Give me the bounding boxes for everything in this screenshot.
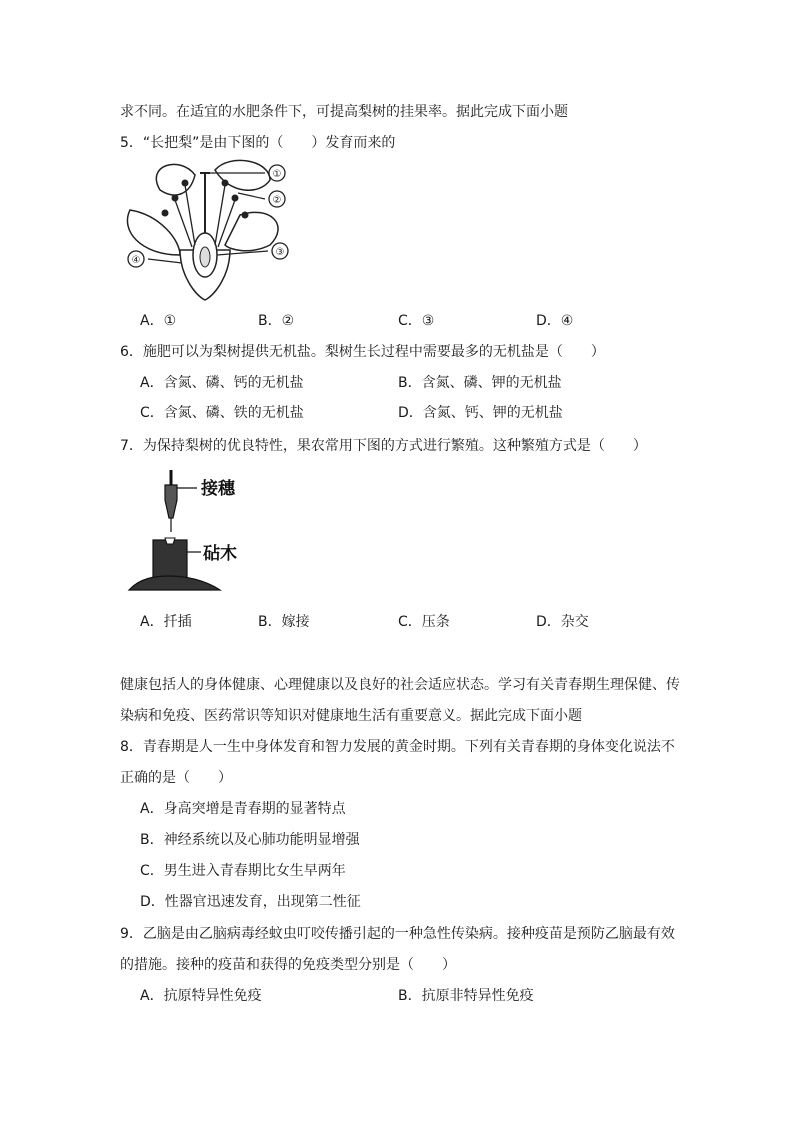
q8-option-d[interactable]: D．性器官迅速发育，出现第二性征 [140,894,361,910]
grafting-diagram [125,470,255,600]
intro-paragraph-top: 求不同。在适宜的水肥条件下，可提高梨树的挂果率。据此完成下面小题 [120,104,568,120]
intro-paragraph-health-line-2: 染病和免疫、医药常识等知识对健康地生活有重要意义。据此完成下面小题 [120,708,582,724]
q8-option-c[interactable]: C．男生进入青春期比女生早两年 [140,863,346,879]
q6-option-c[interactable]: C．含氮、磷、铁的无机盐 [140,405,304,421]
question-8-stem-line-2: 正确的是（ ） [120,770,232,786]
q5-option-d[interactable]: D．④ [536,313,574,329]
q6-option-d[interactable]: D．含氮、钙、钾的无机盐 [398,405,563,421]
rootstock-label: 砧木 [203,544,237,564]
question-7-stem: 7．为保持梨树的优良特性，果农常用下图的方式进行繁殖。这种繁殖方式是（ ） [120,438,647,454]
q9-option-b[interactable]: B．抗原非特异性免疫 [398,988,534,1004]
question-8-stem-line-1: 8．青春期是人一生中身体发育和智力发展的黄金时期。下列有关青春期的身体变化说法不 [120,739,675,755]
q8-option-a[interactable]: A．身高突增是青春期的显著特点 [140,801,346,817]
scion-label: 接穗 [201,479,235,499]
q7-option-a[interactable]: A．扦插 [140,614,192,630]
question-9-stem-line-2: 的措施。接种的疫苗和获得的免疫类型分别是（ ） [120,957,456,973]
q9-option-a[interactable]: A．抗原特异性免疫 [140,988,262,1004]
q7-option-b[interactable]: B．嫁接 [258,614,310,630]
q5-option-b[interactable]: B．② [258,313,295,329]
q6-option-a[interactable]: A．含氮、磷、钙的无机盐 [140,375,304,391]
flower-label-3: ③ [275,247,285,258]
flower-structure-diagram [120,155,300,305]
question-5-stem: 5．“长把梨”是由下图的（ ）发育而来的 [120,135,396,151]
q6-option-b[interactable]: B．含氮、磷、钾的无机盐 [398,375,562,391]
flower-label-1: ① [272,169,282,180]
question-9-stem-line-1: 9．乙脑是由乙脑病毒经蚊虫叮咬传播引起的一种急性传染病。接种疫苗是预防乙脑最有效 [120,926,675,942]
flower-label-4: ④ [131,255,141,266]
q7-option-d[interactable]: D．杂交 [536,614,589,630]
q8-option-b[interactable]: B．神经系统以及心肺功能明显增强 [140,832,360,848]
q7-option-c[interactable]: C．压条 [398,614,450,630]
question-6-stem: 6．施肥可以为梨树提供无机盐。梨树生长过程中需要最多的无机盐是（ ） [120,344,605,360]
intro-paragraph-health-line-1: 健康包括人的身体健康、心理健康以及良好的社会适应状态。学习有关青春期生理保健、传 [120,677,680,693]
q5-option-c[interactable]: C．③ [398,313,435,329]
q5-option-a[interactable]: A．① [140,313,177,329]
flower-label-2: ② [272,195,282,206]
